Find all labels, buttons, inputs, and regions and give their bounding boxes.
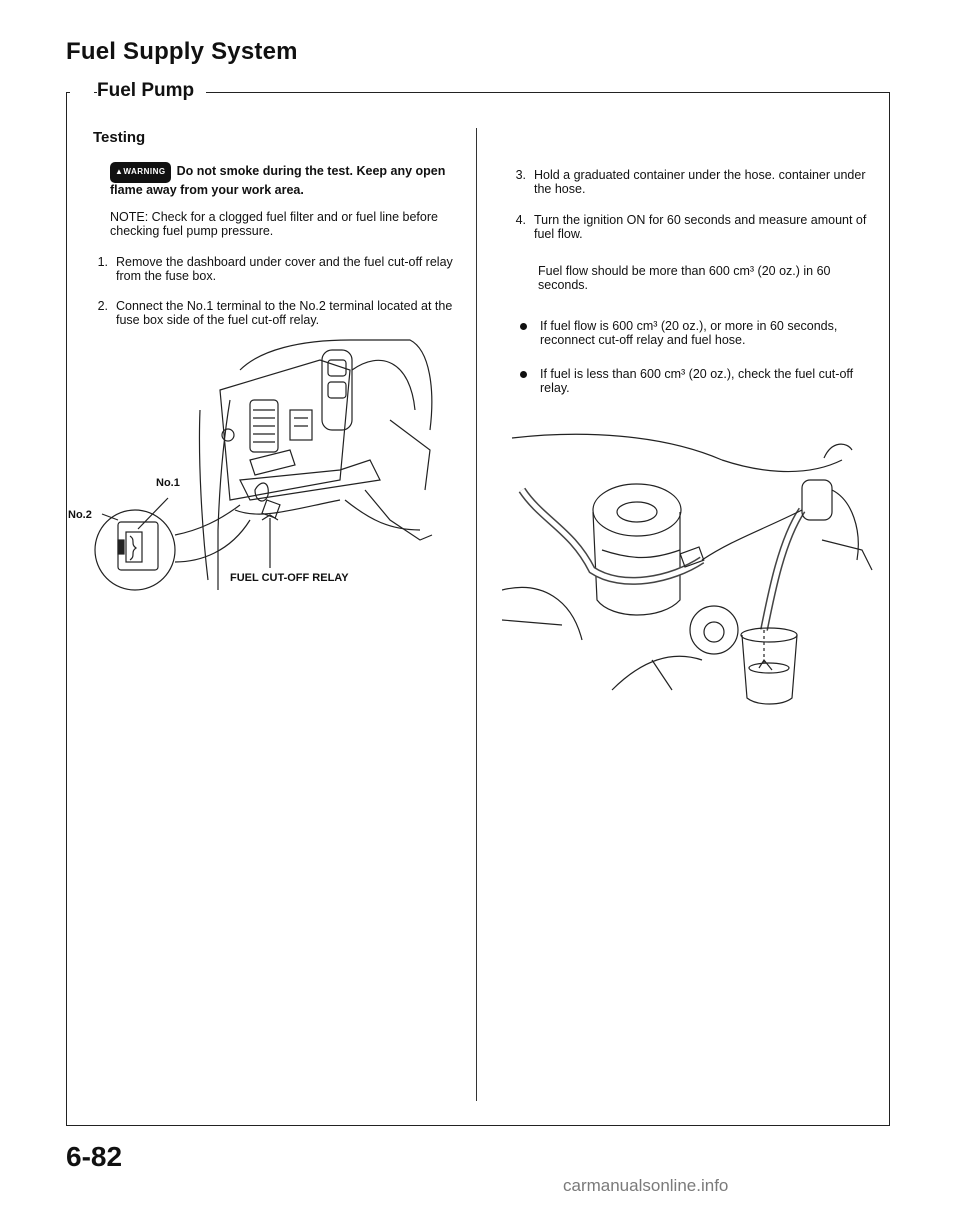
step-text: Connect the No.1 terminal to the No.2 terminal located at the fuse box side of the fuel cut-off relay. bbox=[116, 299, 453, 327]
bullet-text: If fuel flow is 600 cm³ (20 oz.), or more in 60 seconds, reconnect cut-off relay and fuel hose. bbox=[540, 319, 838, 347]
warning-badge-label: WARNING bbox=[123, 167, 166, 176]
warning-text: Do not smoke during the test. Keep any open flame away from your work area. bbox=[110, 164, 446, 197]
warning-triangle-icon: ▲ bbox=[115, 167, 124, 176]
step-number: 1. bbox=[97, 255, 108, 269]
step-item bbox=[506, 213, 878, 241]
list-item bbox=[520, 319, 880, 347]
page-title: Fuel Supply System bbox=[66, 38, 298, 65]
step-number: 4. bbox=[515, 213, 526, 227]
step-item bbox=[506, 168, 878, 196]
note-text: NOTE: Check for a clogged fuel filter and or fuel line before checking fuel pump pressure. bbox=[110, 210, 438, 238]
list-item bbox=[520, 367, 880, 395]
bullet-text: If fuel is less than 600 cm³ (20 oz.), check the fuel cut-off relay. bbox=[540, 367, 854, 395]
column-divider bbox=[476, 128, 477, 1101]
step-text: Hold a graduated container under the hose. container under the hose. bbox=[534, 168, 866, 196]
bullet-icon bbox=[520, 323, 527, 330]
watermark-text: carmanualsonline.info bbox=[563, 1176, 729, 1195]
label-no1: No.1 bbox=[156, 477, 180, 489]
bullet-icon bbox=[520, 371, 527, 378]
fuel-flow-spec: Fuel flow should be more than 600 cm³ (20 oz.) in 60 seconds. bbox=[538, 264, 831, 292]
testing-heading: Testing bbox=[93, 129, 146, 146]
fuel-flow-measurement-illustration bbox=[502, 420, 880, 720]
step-number: 2. bbox=[97, 299, 108, 313]
step-item bbox=[88, 299, 460, 327]
step-text: Turn the ignition ON for 60 seconds and measure amount of fuel flow. bbox=[534, 213, 867, 241]
step-text: Remove the dashboard under cover and the fuel cut-off relay from the fuse box. bbox=[116, 255, 453, 283]
step-number: 3. bbox=[515, 168, 526, 182]
warning-block bbox=[110, 162, 460, 197]
label-fuel-cut-off-relay: FUEL CUT-OFF RELAY bbox=[230, 572, 349, 584]
page-number: 6-82 bbox=[66, 1141, 123, 1172]
frame-gap bbox=[70, 86, 94, 98]
warning-badge bbox=[110, 162, 171, 183]
step-item bbox=[88, 255, 460, 283]
section-title: Fuel Pump bbox=[97, 80, 206, 102]
label-no2: No.2 bbox=[68, 509, 92, 521]
